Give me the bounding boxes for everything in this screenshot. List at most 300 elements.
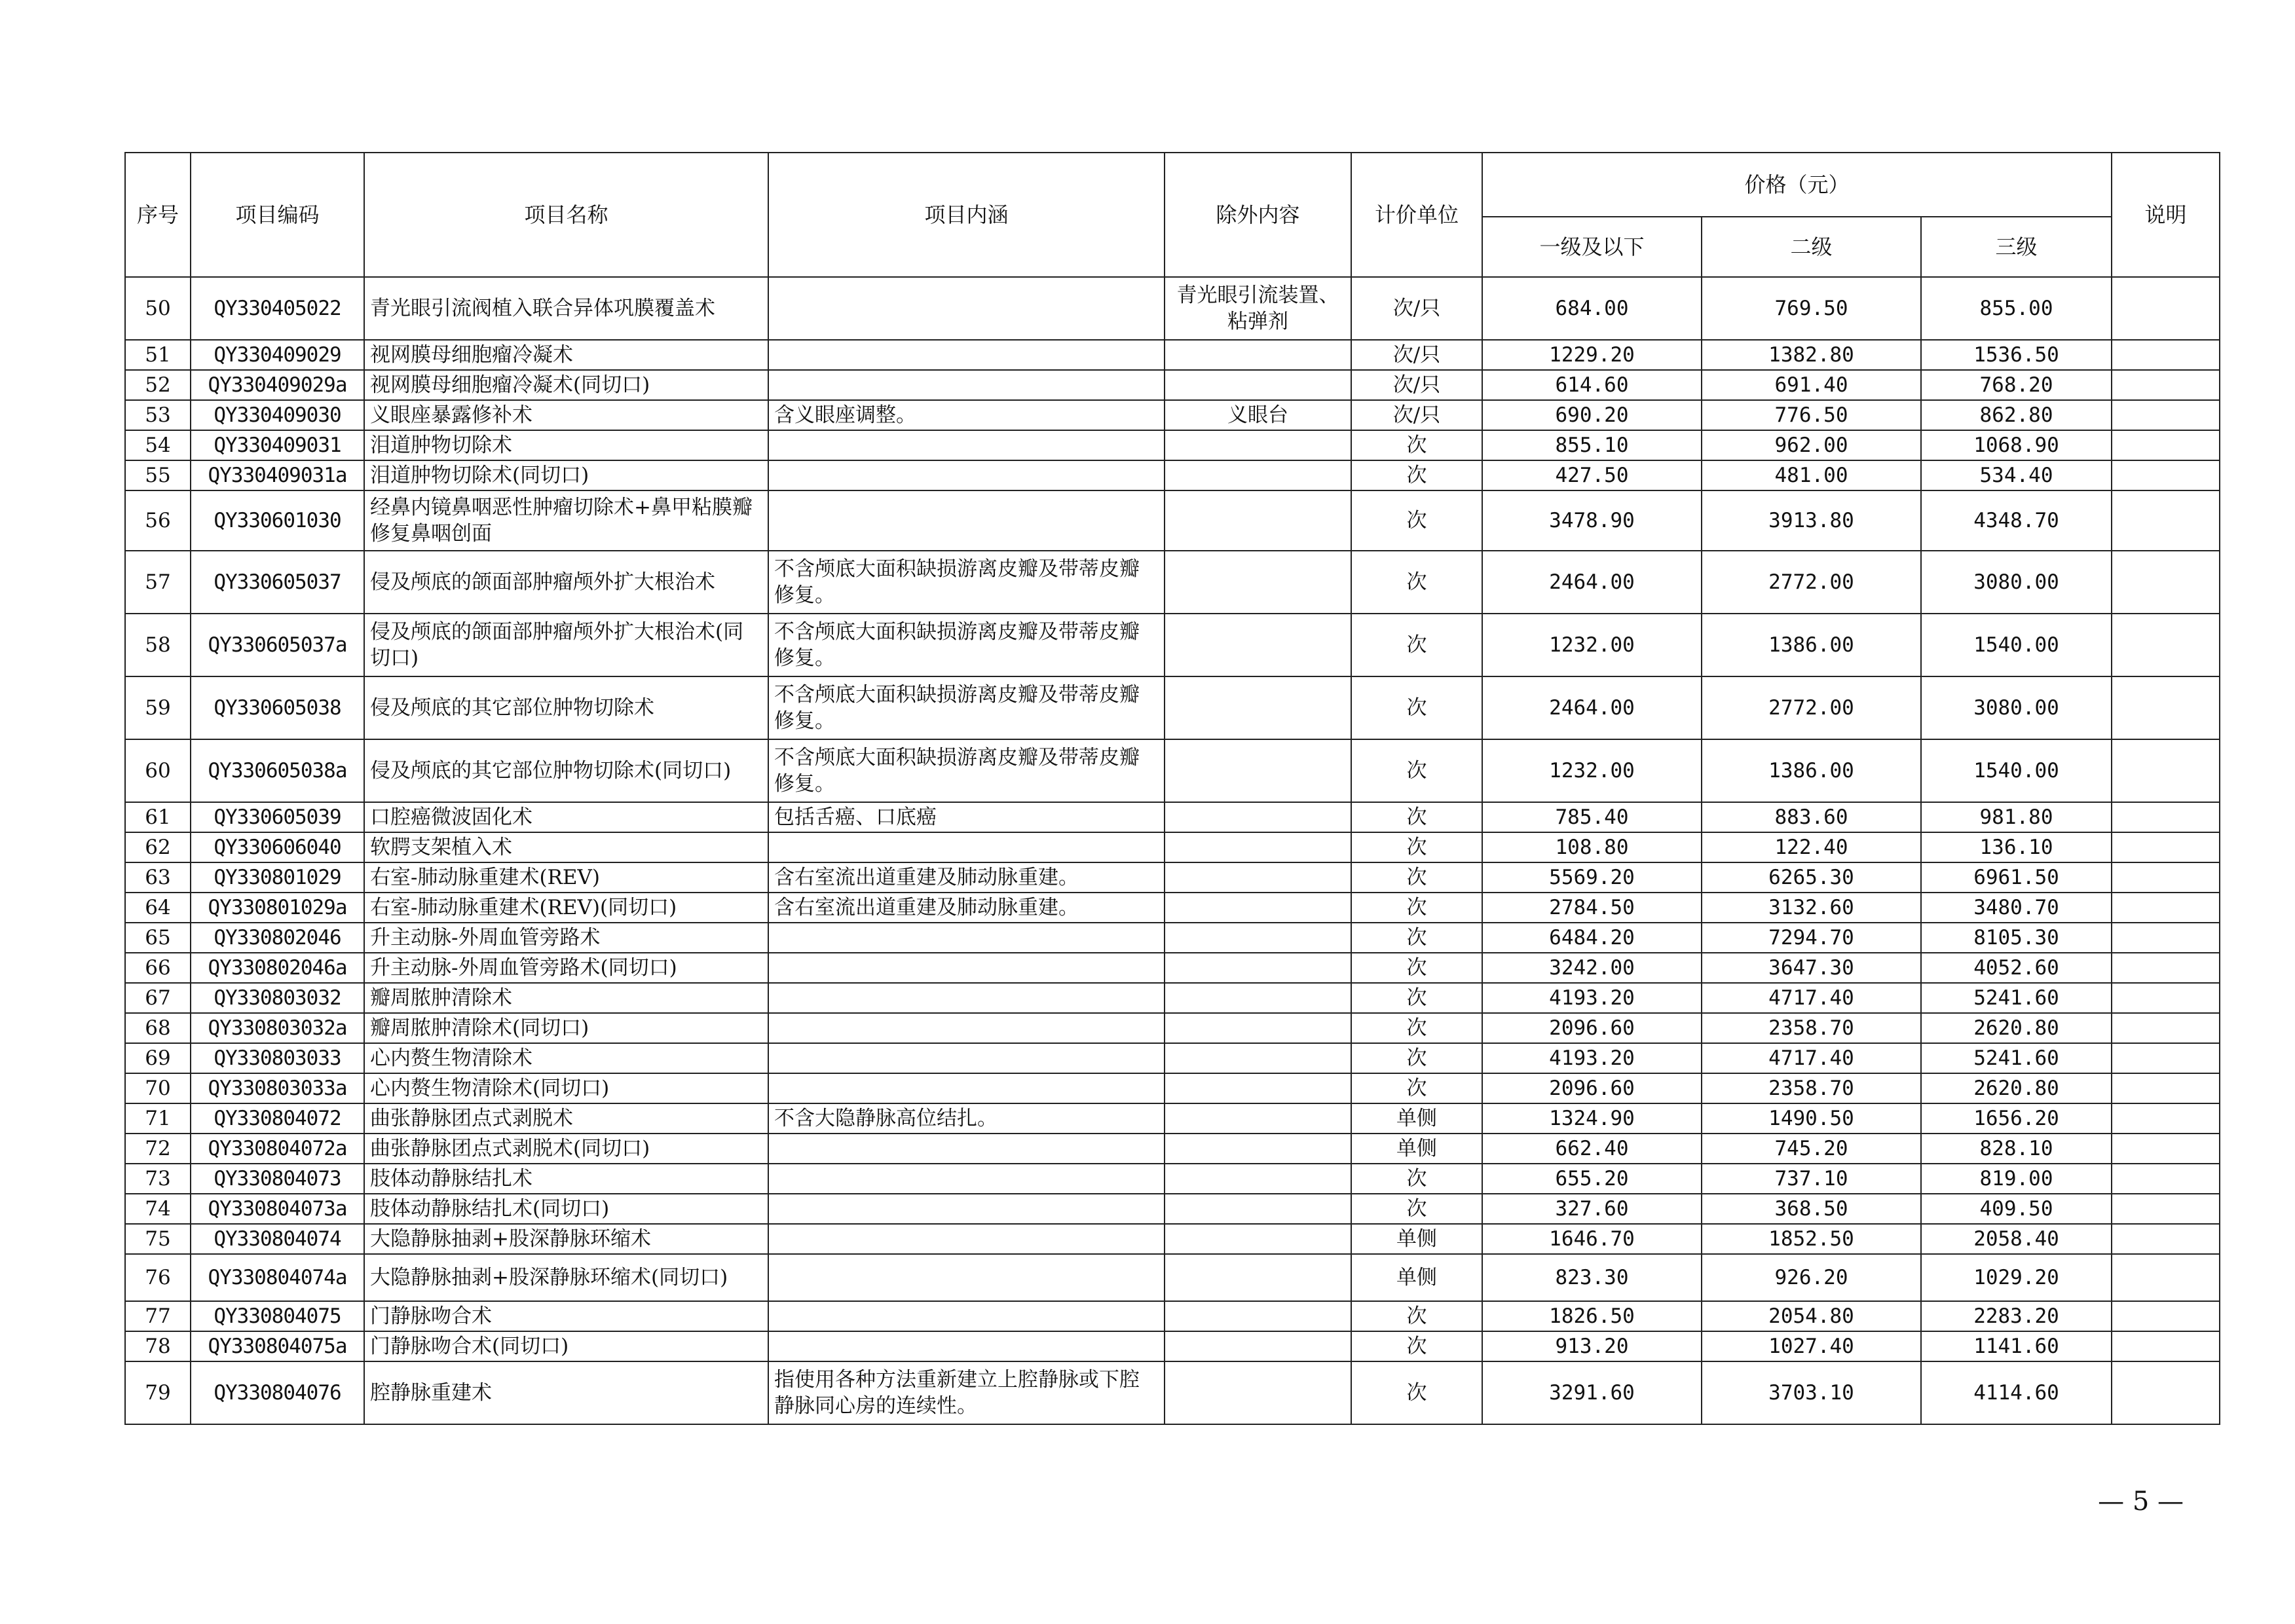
cell-price-level3: 855.00 — [1921, 277, 2112, 340]
table-row — [125, 1224, 2220, 1254]
cell-unit: 次 — [1351, 802, 1482, 832]
table-row — [125, 739, 2220, 802]
cell-remark — [2112, 1361, 2220, 1424]
cell-remark — [2112, 862, 2220, 893]
cell-price-level3: 2620.80 — [1921, 1073, 2112, 1103]
cell-code: QY330409031a — [191, 460, 364, 490]
cell-content: 包括舌癌、口底癌 — [768, 802, 1165, 832]
cell-price-level3: 3480.70 — [1921, 893, 2112, 923]
cell-price-level1: 1229.20 — [1482, 340, 1702, 370]
cell-price-level2: 1490.50 — [1702, 1103, 1921, 1134]
cell-name: 大隐静脉抽剥+股深静脉环缩术(同切口) — [364, 1254, 768, 1301]
cell-unit: 次 — [1351, 551, 1482, 614]
cell-price-level3: 2058.40 — [1921, 1224, 2112, 1254]
cell-excluded — [1165, 1013, 1351, 1043]
cell-price-level1: 327.60 — [1482, 1194, 1702, 1224]
cell-unit: 次 — [1351, 1043, 1482, 1073]
table-row — [125, 490, 2220, 551]
cell-price-level3: 1068.90 — [1921, 430, 2112, 460]
cell-content: 含义眼座调整。 — [768, 400, 1165, 430]
cell-price-level1: 5569.20 — [1482, 862, 1702, 893]
cell-price-level3: 1540.00 — [1921, 614, 2112, 676]
cell-content — [768, 953, 1165, 983]
cell-seq: 71 — [125, 1103, 191, 1134]
cell-price-level2: 2772.00 — [1702, 551, 1921, 614]
table-row — [125, 1073, 2220, 1103]
cell-excluded — [1165, 923, 1351, 953]
cell-content: 不含颅底大面积缺损游离皮瓣及带蒂皮瓣修复。 — [768, 614, 1165, 676]
cell-code: QY330802046 — [191, 923, 364, 953]
cell-content: 指使用各种方法重新建立上腔静脉或下腔静脉同心房的连续性。 — [768, 1361, 1165, 1424]
cell-price-level3: 2620.80 — [1921, 1013, 2112, 1043]
cell-name: 心内赘生物清除术 — [364, 1043, 768, 1073]
cell-remark — [2112, 1134, 2220, 1164]
cell-excluded — [1165, 1073, 1351, 1103]
cell-content: 不含颅底大面积缺损游离皮瓣及带蒂皮瓣修复。 — [768, 676, 1165, 739]
cell-seq: 63 — [125, 862, 191, 893]
table-row — [125, 893, 2220, 923]
header-content: 项目内涵 — [768, 153, 1165, 277]
cell-code: QY330803033 — [191, 1043, 364, 1073]
cell-unit: 单侧 — [1351, 1224, 1482, 1254]
cell-code: QY330601030 — [191, 490, 364, 551]
cell-seq: 51 — [125, 340, 191, 370]
cell-seq: 76 — [125, 1254, 191, 1301]
table-row — [125, 551, 2220, 614]
cell-unit: 次/只 — [1351, 400, 1482, 430]
cell-unit: 次 — [1351, 490, 1482, 551]
cell-name: 心内赘生物清除术(同切口) — [364, 1073, 768, 1103]
table-row — [125, 1331, 2220, 1361]
cell-code: QY330605037a — [191, 614, 364, 676]
cell-price-level3: 1536.50 — [1921, 340, 2112, 370]
cell-seq: 62 — [125, 832, 191, 862]
header-code: 项目编码 — [191, 153, 364, 277]
cell-price-level3: 1141.60 — [1921, 1331, 2112, 1361]
cell-price-level3: 3080.00 — [1921, 676, 2112, 739]
cell-remark — [2112, 614, 2220, 676]
cell-price-level2: 1852.50 — [1702, 1224, 1921, 1254]
cell-name: 经鼻内镜鼻咽恶性肿瘤切除术+鼻甲粘膜瓣修复鼻咽创面 — [364, 490, 768, 551]
cell-price-level3: 136.10 — [1921, 832, 2112, 862]
cell-price-level1: 4193.20 — [1482, 1043, 1702, 1073]
cell-price-level1: 6484.20 — [1482, 923, 1702, 953]
cell-name: 青光眼引流阀植入联合异体巩膜覆盖术 — [364, 277, 768, 340]
cell-seq: 77 — [125, 1301, 191, 1331]
cell-price-level3: 981.80 — [1921, 802, 2112, 832]
cell-content — [768, 370, 1165, 400]
cell-content — [768, 832, 1165, 862]
cell-price-level2: 691.40 — [1702, 370, 1921, 400]
cell-name: 义眼座暴露修补术 — [364, 400, 768, 430]
cell-code: QY330605038 — [191, 676, 364, 739]
cell-price-level2: 122.40 — [1702, 832, 1921, 862]
cell-excluded — [1165, 862, 1351, 893]
cell-price-level3: 5241.60 — [1921, 983, 2112, 1013]
cell-excluded — [1165, 1224, 1351, 1254]
cell-price-level1: 690.20 — [1482, 400, 1702, 430]
cell-seq: 68 — [125, 1013, 191, 1043]
cell-seq: 67 — [125, 983, 191, 1013]
cell-code: QY330804072 — [191, 1103, 364, 1134]
cell-seq: 61 — [125, 802, 191, 832]
cell-name: 口腔癌微波固化术 — [364, 802, 768, 832]
cell-price-level3: 768.20 — [1921, 370, 2112, 400]
cell-content — [768, 1194, 1165, 1224]
cell-excluded — [1165, 460, 1351, 490]
cell-name: 泪道肿物切除术(同切口) — [364, 460, 768, 490]
cell-excluded: 义眼台 — [1165, 400, 1351, 430]
cell-seq: 70 — [125, 1073, 191, 1103]
table-row — [125, 1164, 2220, 1194]
table-row — [125, 1254, 2220, 1301]
table-row — [125, 277, 2220, 340]
cell-price-level2: 883.60 — [1702, 802, 1921, 832]
cell-name: 右室-肺动脉重建术(REV) — [364, 862, 768, 893]
cell-excluded — [1165, 676, 1351, 739]
cell-remark — [2112, 1331, 2220, 1361]
cell-price-level1: 1232.00 — [1482, 614, 1702, 676]
cell-price-level1: 2464.00 — [1482, 551, 1702, 614]
cell-remark — [2112, 400, 2220, 430]
cell-seq: 75 — [125, 1224, 191, 1254]
cell-code: QY330804074 — [191, 1224, 364, 1254]
cell-price-level1: 4193.20 — [1482, 983, 1702, 1013]
cell-code: QY330803032 — [191, 983, 364, 1013]
cell-excluded — [1165, 551, 1351, 614]
cell-unit: 次/只 — [1351, 277, 1482, 340]
cell-price-level3: 3080.00 — [1921, 551, 2112, 614]
cell-seq: 57 — [125, 551, 191, 614]
cell-price-level2: 1386.00 — [1702, 739, 1921, 802]
cell-name: 视网膜母细胞瘤冷凝术(同切口) — [364, 370, 768, 400]
cell-excluded — [1165, 1043, 1351, 1073]
cell-price-level2: 4717.40 — [1702, 1043, 1921, 1073]
cell-excluded — [1165, 370, 1351, 400]
cell-price-level1: 427.50 — [1482, 460, 1702, 490]
cell-remark — [2112, 340, 2220, 370]
cell-price-level1: 3242.00 — [1482, 953, 1702, 983]
cell-price-level1: 662.40 — [1482, 1134, 1702, 1164]
cell-code: QY330804076 — [191, 1361, 364, 1424]
cell-name: 侵及颅底的颌面部肿瘤颅外扩大根治术(同切口) — [364, 614, 768, 676]
cell-unit: 次/只 — [1351, 340, 1482, 370]
cell-price-level1: 1232.00 — [1482, 739, 1702, 802]
cell-name: 泪道肿物切除术 — [364, 430, 768, 460]
cell-price-level3: 2283.20 — [1921, 1301, 2112, 1331]
cell-price-level2: 481.00 — [1702, 460, 1921, 490]
cell-seq: 50 — [125, 277, 191, 340]
cell-code: QY330801029 — [191, 862, 364, 893]
cell-code: QY330605038a — [191, 739, 364, 802]
cell-price-level2: 2054.80 — [1702, 1301, 1921, 1331]
cell-unit: 次 — [1351, 1361, 1482, 1424]
cell-code: QY330405022 — [191, 277, 364, 340]
cell-code: QY330804075a — [191, 1331, 364, 1361]
cell-price-level2: 962.00 — [1702, 430, 1921, 460]
cell-remark — [2112, 1301, 2220, 1331]
cell-price-level3: 4114.60 — [1921, 1361, 2112, 1424]
cell-price-level2: 3703.10 — [1702, 1361, 1921, 1424]
cell-price-level2: 368.50 — [1702, 1194, 1921, 1224]
table-row — [125, 676, 2220, 739]
cell-code: QY330605039 — [191, 802, 364, 832]
cell-name: 腔静脉重建术 — [364, 1361, 768, 1424]
cell-content — [768, 1134, 1165, 1164]
cell-content — [768, 277, 1165, 340]
cell-price-level2: 3913.80 — [1702, 490, 1921, 551]
cell-unit: 次 — [1351, 1301, 1482, 1331]
cell-price-level1: 913.20 — [1482, 1331, 1702, 1361]
cell-price-level2: 1386.00 — [1702, 614, 1921, 676]
cell-price-level3: 534.40 — [1921, 460, 2112, 490]
cell-seq: 59 — [125, 676, 191, 739]
cell-name: 肢体动静脉结扎术(同切口) — [364, 1194, 768, 1224]
cell-seq: 56 — [125, 490, 191, 551]
cell-price-level1: 2464.00 — [1482, 676, 1702, 739]
cell-price-level1: 2096.60 — [1482, 1073, 1702, 1103]
cell-code: QY330409031 — [191, 430, 364, 460]
cell-excluded — [1165, 1361, 1351, 1424]
cell-content: 不含颅底大面积缺损游离皮瓣及带蒂皮瓣修复。 — [768, 739, 1165, 802]
cell-unit: 次 — [1351, 1164, 1482, 1194]
cell-content: 不含颅底大面积缺损游离皮瓣及带蒂皮瓣修复。 — [768, 551, 1165, 614]
header-remark: 说明 — [2112, 153, 2220, 277]
cell-remark — [2112, 430, 2220, 460]
cell-content: 含右室流出道重建及肺动脉重建。 — [768, 862, 1165, 893]
cell-price-level2: 2358.70 — [1702, 1013, 1921, 1043]
cell-price-level3: 1656.20 — [1921, 1103, 2112, 1134]
cell-price-level1: 2784.50 — [1482, 893, 1702, 923]
cell-content — [768, 923, 1165, 953]
cell-code: QY330409030 — [191, 400, 364, 430]
cell-price-level2: 745.20 — [1702, 1134, 1921, 1164]
cell-remark — [2112, 1224, 2220, 1254]
cell-seq: 69 — [125, 1043, 191, 1073]
cell-unit: 次 — [1351, 923, 1482, 953]
cell-price-level3: 409.50 — [1921, 1194, 2112, 1224]
cell-name: 视网膜母细胞瘤冷凝术 — [364, 340, 768, 370]
cell-price-level3: 8105.30 — [1921, 923, 2112, 953]
cell-seq: 79 — [125, 1361, 191, 1424]
cell-content: 不含大隐静脉高位结扎。 — [768, 1103, 1165, 1134]
cell-unit: 次 — [1351, 862, 1482, 893]
cell-remark — [2112, 676, 2220, 739]
cell-price-level3: 1540.00 — [1921, 739, 2112, 802]
header-seq: 序号 — [125, 153, 191, 277]
cell-seq: 72 — [125, 1134, 191, 1164]
header-price-group: 价格（元） — [1482, 153, 2112, 217]
table-body — [125, 277, 2220, 1424]
cell-code: QY330804073a — [191, 1194, 364, 1224]
cell-code: QY330804074a — [191, 1254, 364, 1301]
cell-name: 软腭支架植入术 — [364, 832, 768, 862]
cell-unit: 次 — [1351, 1013, 1482, 1043]
table-row — [125, 430, 2220, 460]
cell-price-level1: 1646.70 — [1482, 1224, 1702, 1254]
cell-remark — [2112, 953, 2220, 983]
cell-price-level2: 1027.40 — [1702, 1331, 1921, 1361]
cell-remark — [2112, 551, 2220, 614]
cell-price-level2: 3647.30 — [1702, 953, 1921, 983]
cell-code: QY330804072a — [191, 1134, 364, 1164]
cell-excluded: 青光眼引流装置、粘弹剂 — [1165, 277, 1351, 340]
cell-code: QY330605037 — [191, 551, 364, 614]
cell-excluded — [1165, 739, 1351, 802]
header-unit: 计价单位 — [1351, 153, 1482, 277]
cell-price-level2: 737.10 — [1702, 1164, 1921, 1194]
cell-content — [768, 1013, 1165, 1043]
cell-name: 侵及颅底的其它部位肿物切除术(同切口) — [364, 739, 768, 802]
cell-name: 门静脉吻合术 — [364, 1301, 768, 1331]
cell-code: QY330803032a — [191, 1013, 364, 1043]
cell-remark — [2112, 1103, 2220, 1134]
table-row — [125, 1301, 2220, 1331]
cell-name: 门静脉吻合术(同切口) — [364, 1331, 768, 1361]
cell-remark — [2112, 1013, 2220, 1043]
table-row — [125, 370, 2220, 400]
cell-seq: 58 — [125, 614, 191, 676]
cell-unit: 次 — [1351, 893, 1482, 923]
cell-price-level2: 769.50 — [1702, 277, 1921, 340]
table-row — [125, 1043, 2220, 1073]
cell-seq: 64 — [125, 893, 191, 923]
cell-price-level1: 2096.60 — [1482, 1013, 1702, 1043]
cell-excluded — [1165, 893, 1351, 923]
cell-unit: 次 — [1351, 983, 1482, 1013]
cell-code: QY330803033a — [191, 1073, 364, 1103]
page-number: — 5 — — [2098, 1486, 2184, 1517]
header-excluded: 除外内容 — [1165, 153, 1351, 277]
cell-seq: 60 — [125, 739, 191, 802]
cell-content — [768, 490, 1165, 551]
cell-code: QY330409029 — [191, 340, 364, 370]
table-row — [125, 923, 2220, 953]
cell-seq: 52 — [125, 370, 191, 400]
cell-unit: 单侧 — [1351, 1254, 1482, 1301]
cell-code: QY330801029a — [191, 893, 364, 923]
cell-code: QY330804075 — [191, 1301, 364, 1331]
cell-unit: 次 — [1351, 1331, 1482, 1361]
cell-excluded — [1165, 1134, 1351, 1164]
cell-name: 右室-肺动脉重建术(REV)(同切口) — [364, 893, 768, 923]
cell-price-level1: 684.00 — [1482, 277, 1702, 340]
cell-price-level2: 1382.80 — [1702, 340, 1921, 370]
cell-content — [768, 1224, 1165, 1254]
cell-unit: 次 — [1351, 1073, 1482, 1103]
cell-content — [768, 1043, 1165, 1073]
cell-excluded — [1165, 340, 1351, 370]
cell-price-level1: 614.60 — [1482, 370, 1702, 400]
cell-remark — [2112, 460, 2220, 490]
cell-price-level1: 108.80 — [1482, 832, 1702, 862]
cell-price-level3: 819.00 — [1921, 1164, 2112, 1194]
cell-excluded — [1165, 832, 1351, 862]
price-table — [124, 152, 2220, 1425]
cell-unit: 单侧 — [1351, 1103, 1482, 1134]
table-row — [125, 953, 2220, 983]
cell-remark — [2112, 370, 2220, 400]
cell-remark — [2112, 1254, 2220, 1301]
cell-content — [768, 430, 1165, 460]
cell-seq: 53 — [125, 400, 191, 430]
header-name: 项目名称 — [364, 153, 768, 277]
cell-excluded — [1165, 1194, 1351, 1224]
cell-price-level2: 2358.70 — [1702, 1073, 1921, 1103]
cell-excluded — [1165, 614, 1351, 676]
cell-price-level2: 776.50 — [1702, 400, 1921, 430]
cell-price-level3: 1029.20 — [1921, 1254, 2112, 1301]
cell-remark — [2112, 277, 2220, 340]
header-level2: 二级 — [1702, 217, 1921, 277]
cell-price-level3: 4348.70 — [1921, 490, 2112, 551]
cell-name: 大隐静脉抽剥+股深静脉环缩术 — [364, 1224, 768, 1254]
cell-name: 曲张静脉团点式剥脱术(同切口) — [364, 1134, 768, 1164]
cell-excluded — [1165, 490, 1351, 551]
cell-remark — [2112, 1164, 2220, 1194]
cell-name: 升主动脉-外周血管旁路术 — [364, 923, 768, 953]
cell-content — [768, 983, 1165, 1013]
cell-remark — [2112, 832, 2220, 862]
cell-name: 升主动脉-外周血管旁路术(同切口) — [364, 953, 768, 983]
cell-content — [768, 1254, 1165, 1301]
cell-excluded — [1165, 983, 1351, 1013]
table-row — [125, 802, 2220, 832]
table-row — [125, 614, 2220, 676]
cell-seq: 65 — [125, 923, 191, 953]
cell-code: QY330802046a — [191, 953, 364, 983]
cell-remark — [2112, 1073, 2220, 1103]
table-row — [125, 340, 2220, 370]
cell-price-level2: 6265.30 — [1702, 862, 1921, 893]
header-level3: 三级 — [1921, 217, 2112, 277]
cell-unit: 单侧 — [1351, 1134, 1482, 1164]
cell-unit: 次 — [1351, 953, 1482, 983]
cell-unit: 次 — [1351, 676, 1482, 739]
cell-price-level3: 828.10 — [1921, 1134, 2112, 1164]
cell-unit: 次 — [1351, 832, 1482, 862]
cell-content: 含右室流出道重建及肺动脉重建。 — [768, 893, 1165, 923]
cell-price-level1: 823.30 — [1482, 1254, 1702, 1301]
table-row — [125, 1013, 2220, 1043]
cell-price-level3: 862.80 — [1921, 400, 2112, 430]
table-row — [125, 832, 2220, 862]
cell-remark — [2112, 983, 2220, 1013]
cell-unit: 次 — [1351, 614, 1482, 676]
cell-price-level2: 4717.40 — [1702, 983, 1921, 1013]
cell-unit: 次/只 — [1351, 370, 1482, 400]
cell-content — [768, 1301, 1165, 1331]
cell-excluded — [1165, 1331, 1351, 1361]
cell-name: 瓣周脓肿清除术(同切口) — [364, 1013, 768, 1043]
cell-price-level1: 3291.60 — [1482, 1361, 1702, 1424]
cell-code: QY330409029a — [191, 370, 364, 400]
cell-price-level2: 2772.00 — [1702, 676, 1921, 739]
cell-remark — [2112, 802, 2220, 832]
cell-name: 瓣周脓肿清除术 — [364, 983, 768, 1013]
cell-unit: 次 — [1351, 430, 1482, 460]
cell-seq: 55 — [125, 460, 191, 490]
cell-remark — [2112, 1043, 2220, 1073]
cell-name: 侵及颅底的颌面部肿瘤颅外扩大根治术 — [364, 551, 768, 614]
table-row — [125, 1194, 2220, 1224]
cell-price-level2: 3132.60 — [1702, 893, 1921, 923]
table-row — [125, 862, 2220, 893]
cell-remark — [2112, 739, 2220, 802]
cell-excluded — [1165, 1103, 1351, 1134]
cell-price-level3: 6961.50 — [1921, 862, 2112, 893]
table-row — [125, 1361, 2220, 1424]
